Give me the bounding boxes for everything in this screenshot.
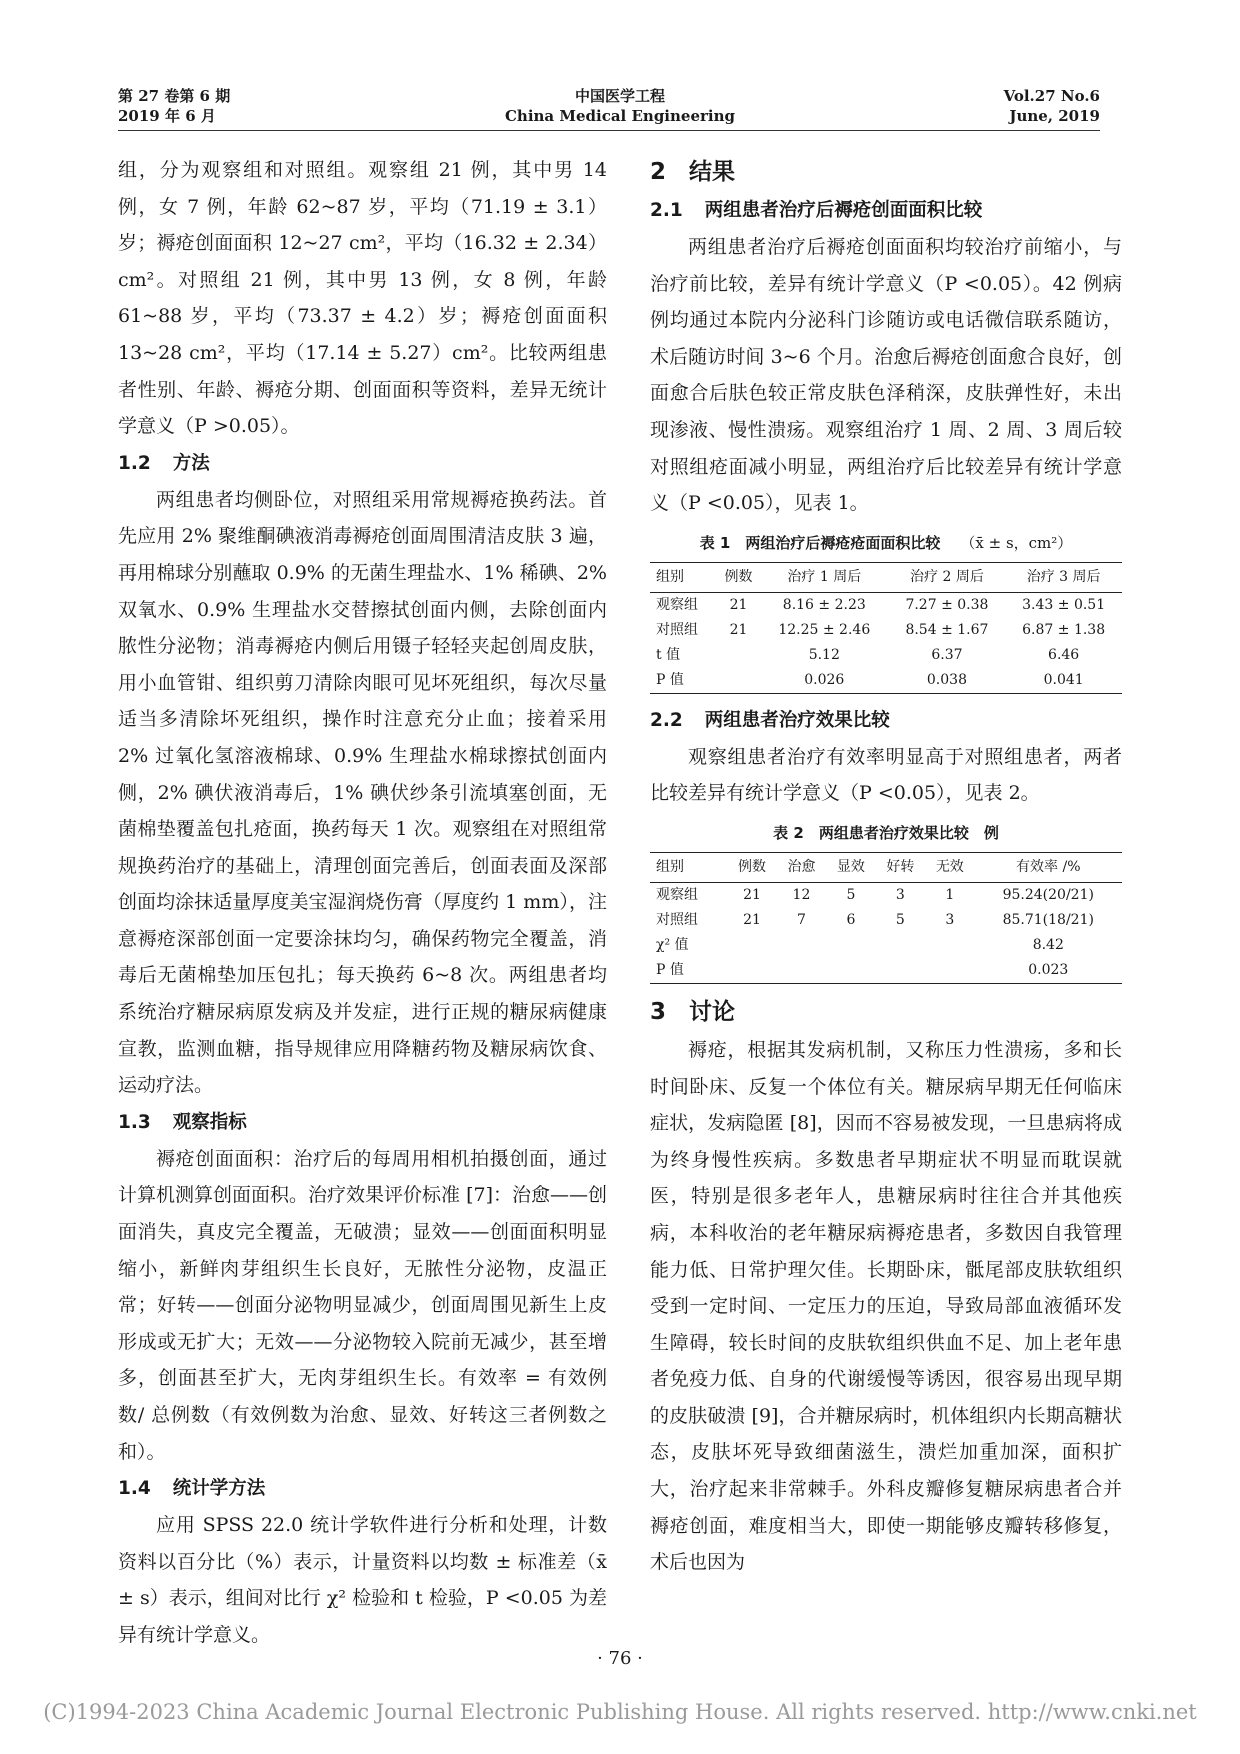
- section-number: 2.1: [650, 200, 683, 221]
- table-cell: 0.023: [975, 958, 1122, 984]
- issue-date-en: June, 2019: [1009, 107, 1100, 125]
- journal-name-cn: 中国医学工程: [574, 87, 665, 105]
- discussion-paragraph: 褥疮，根据其发病机制，又称压力性溃疡，多和长时间卧床、反复一个体位有关。糖尿病早期无任何临床症状，发病隐匿 [8]，因而不容易被发现，一旦患病将成为终身慢性疾病。多数患者早期症状不明显而耽误就医，特别是很多老年人，患糖尿病时往往合并其他疾病，本科收治的老年糖尿病褥疮患者，多数因自我管理能力低、日常护理欠佳。长期卧床，骶尾部皮肤软组织受到一定时间、一定压力的压迫，导致局部血液循环发生障碍，较长时间的皮肤软组织供血不足、加上老年患者免疫力低、自身的代谢缓慢等诱因，很容易出现早期的皮肤破溃 [9]，合并糖尿病时，机体组织内长期高糖状态，皮肤坏死导致细菌滋生，溃烂加重加深，面积扩大，治疗起来非常棘手。外科皮瓣修复糖尿病患者合并褥疮创面，难度相当大，即使一期能够皮瓣转移修复，术后也因为: [650, 1038, 1122, 1574]
- table-cell: 观察组: [656, 596, 698, 613]
- table-row: [650, 882, 1122, 908]
- table-cell: 12: [792, 886, 811, 903]
- copyright-footer: (C)1994-2023 China Academic Journal Electronic Publishing House. All rights reserved. http://www.cnki.net: [43, 1700, 1197, 1724]
- section-title: 讨论: [689, 998, 736, 1025]
- column-header: 组别: [650, 562, 717, 592]
- table-row: [650, 958, 1122, 984]
- table-cell: 3: [945, 911, 955, 928]
- section-number: 1.4: [118, 1478, 151, 1500]
- table-cell: 21: [743, 911, 761, 928]
- table-row: [650, 618, 1122, 643]
- indicators-paragraph: 褥疮创面面积：治疗后的每周用相机拍摄创面，通过计算机测算创面面积。治疗效果评价标准 [7]：治愈——创面消失，真皮完全覆盖，无破溃；显效——创面面积明显缩小，新鲜肉芽组织生长良好，无脓性分泌物，皮温正常；好转——创面分泌物明显减少，创面周围见新生上皮形成或无扩大；无效——分泌物较入院前无减少，甚至增多，创面甚至扩大，无肉芽组织生长。有效率 = 有效例数/ 总例数（有效例数为治愈、显效、好转这三者例数之和）。: [118, 1147, 607, 1463]
- table-cell: 0.038: [889, 668, 1006, 694]
- column-header: 治疗 2 周后: [889, 562, 1006, 592]
- table-cell: 6: [846, 911, 856, 928]
- table-cell: 对照组: [656, 911, 698, 928]
- table-cell: χ² 值: [656, 936, 689, 953]
- table-cell: [876, 958, 925, 984]
- table-cell: P 值: [650, 958, 727, 984]
- table-cell: 对照组: [656, 621, 698, 638]
- column-header: 例数: [727, 852, 776, 882]
- table-cell: 6.46: [1048, 646, 1080, 663]
- table-cell: 5: [895, 911, 905, 928]
- table-cell: t 值: [656, 646, 681, 663]
- section-number: 3: [650, 998, 667, 1025]
- table-cell: [826, 958, 875, 984]
- section-number: 2.2: [650, 709, 683, 731]
- table-cell: 1: [945, 886, 955, 903]
- table-cell: 0.026: [760, 668, 889, 694]
- table-cell: 8.54 ± 1.67: [905, 621, 989, 638]
- table-2-caption: [650, 818, 1122, 848]
- section-3-heading: [650, 992, 1122, 1032]
- results-efficacy-paragraph: 观察组患者治疗有效率明显高于对照组患者，两者比较差异有统计学意义（P <0.05），见表 2。: [650, 745, 1122, 805]
- table-cell: [777, 933, 826, 958]
- section-2-heading: [650, 152, 1122, 192]
- section-2-1-heading: [650, 192, 1122, 229]
- table-header-row: [650, 562, 1122, 592]
- table-cell: 5.12: [808, 646, 840, 663]
- column-header: 治愈: [777, 852, 826, 882]
- table-row: [650, 668, 1122, 694]
- table-cell: 8.42: [1032, 936, 1064, 953]
- right-column: [650, 152, 1122, 1581]
- intro-paragraph: 组，分为观察组和对照组。观察组 21 例，其中男 14 例，女 7 例，年龄 62~87 岁，平均（71.19 ± 3.1）岁；褥疮创面面积 12~27 cm²，平均（16.32 ± 2.34）cm²。对照组 21 例，其中男 13 例，女 8 例，年龄 61~88 岁，平均（73.37 ± 4.2）岁；褥疮创面面积 13~28 cm²，平均（17.14 ± 5.27）cm²。比较两组患者性别、年龄、褥疮分期、创面面积等资料，差异无统计学意义（P >0.05）。: [118, 159, 607, 438]
- table-cell: [876, 933, 925, 958]
- left-column: [118, 152, 607, 1654]
- table-cell: 5: [846, 886, 856, 903]
- table-1-title: 表 1 两组治疗后褥疮疮面面积比较: [699, 533, 941, 552]
- table-cell: 观察组: [656, 886, 698, 903]
- table-cell: 21: [729, 621, 748, 638]
- column-header: 有效率 /%: [975, 852, 1122, 882]
- section-title: 观察指标: [172, 1111, 247, 1133]
- section-title: 方法: [172, 452, 210, 474]
- table-cell: 7.27 ± 0.38: [905, 596, 989, 613]
- column-header: 好转: [876, 852, 925, 882]
- column-header: 例数: [717, 562, 760, 592]
- methods-paragraph: 两组患者均侧卧位，对照组采用常规褥疮换药法。首先应用 2% 聚维酮碘液消毒褥疮创面周围清洁皮肤 3 遍，再用棉球分别蘸取 0.9% 的无菌生理盐水、1% 稀碘、2% 双氧水、0.9% 生理盐水交替擦拭创面内侧，去除创面内脓性分泌物；消毒褥疮内侧后用镊子轻轻夹起创周皮肤，用小血管钳、组织剪刀清除肉眼可见坏死组织，每次尽量适当多清除坏死组织，操作时注意充分止血；接着采用 2% 过氧化氢溶液棉球、0.9% 生理盐水棉球擦拭创面内侧，2% 碘伏液消毒后，1% 碘伏纱条引流填塞创面，无菌棉垫覆盖包扎疮面，换药每天 1 次。观察组在对照组常规换药治疗的基础上，清理创面完善后，创面表面及深部创面均涂抹适量厚度美宝湿润烧伤膏（厚度约 1 mm），注意褥疮深部创面一定要涂抹均匀，确保药物完全覆盖，消毒后无菌棉垫加压包扎；每天换药 6~8 次。两组患者均系统治疗糖尿病原发病及并发症，进行正规的糖尿病健康宣教，监测血糖，指导规律应用降糖药物及糖尿病饮食、运动疗法。: [118, 488, 607, 1097]
- table-row: [650, 643, 1122, 668]
- table-cell: 95.24(20/21): [1002, 886, 1094, 903]
- table-1-unit: （x̄ ± s，cm²）: [960, 533, 1073, 552]
- page-number: · 76 ·: [597, 1648, 643, 1669]
- table-cell: 0.041: [1005, 668, 1122, 694]
- column-header: 治疗 3 周后: [1005, 562, 1122, 592]
- journal-name-en: China Medical Engineering: [504, 107, 735, 125]
- column-header: 无效: [925, 852, 974, 882]
- section-title: 两组患者治疗后褥疮创面面积比较: [704, 200, 983, 221]
- results-area-paragraph: 两组患者治疗后褥疮创面面积均较治疗前缩小，与治疗前比较，差异有统计学意义（P <0.05）。42 例病例均通过本院内分泌科门诊随访或电话微信联系随访，术后随访时间 3~6 个月。治愈后褥疮创面愈合良好，创面愈合后肤色较正常皮肤色泽稍深，皮肤弹性好，未出现渗液、慢性溃疡。观察组治疗 1 周、2 周、3 周后较对照组疮面减小明显，两组治疗后比较差异有统计学意义（P <0.05），见表 1。: [650, 236, 1122, 515]
- table-cell: [826, 933, 875, 958]
- table-row: [650, 592, 1122, 618]
- column-header: 组别: [650, 852, 727, 882]
- section-1-3-heading: [118, 1104, 607, 1141]
- section-2-2-heading: [650, 702, 1122, 739]
- section-1-2-heading: [118, 445, 607, 482]
- table-cell: 21: [743, 886, 761, 903]
- table-row: [650, 908, 1122, 933]
- table-2: [650, 852, 1122, 984]
- section-number: 1.2: [118, 452, 151, 474]
- running-header-left: [118, 86, 230, 126]
- table-cell: [717, 668, 760, 694]
- table-cell: 12.25 ± 2.46: [778, 621, 871, 638]
- table-cell: 6.87 ± 1.38: [1022, 621, 1106, 638]
- table-cell: 7: [797, 911, 806, 928]
- section-1-4-heading: [118, 1470, 607, 1507]
- table-2-title: 表 2 两组患者治疗效果比较 例: [773, 823, 999, 842]
- section-title: 统计学方法: [172, 1478, 266, 1500]
- table-cell: [777, 958, 826, 984]
- table-cell: 8.16 ± 2.23: [782, 596, 866, 613]
- column-header: 治疗 1 周后: [760, 562, 889, 592]
- statistics-paragraph: 应用 SPSS 22.0 统计学软件进行分析和处理，计数资料以百分比（%）表示，计量资料以均数 ± 标准差（x̄ ± s）表示，组间对比行 χ² 检验和 t 检验，P <0.05 为差异有统计学意义。: [118, 1514, 607, 1646]
- running-header-center: [470, 86, 770, 126]
- volume-number-en: Vol.27 No.6: [1003, 87, 1100, 105]
- table-cell: 85.71(18/21): [1002, 911, 1094, 928]
- table-cell: P 值: [650, 668, 717, 694]
- table-cell: [727, 958, 776, 984]
- table-cell: [727, 933, 776, 958]
- table-cell: [925, 958, 974, 984]
- header-rule: [118, 130, 1100, 131]
- table-cell: 3.43 ± 0.51: [1022, 596, 1106, 613]
- table-cell: 21: [729, 596, 748, 613]
- volume-issue: 第 27 卷第 6 期: [118, 87, 231, 105]
- table-1: [650, 562, 1122, 694]
- table-cell: [925, 933, 974, 958]
- section-title: 结果: [689, 159, 736, 185]
- issue-date-cn: 2019 年 6 月: [118, 107, 216, 125]
- table-1-caption: [650, 528, 1122, 558]
- column-header: 显效: [826, 852, 875, 882]
- table-header-row: [650, 852, 1122, 882]
- section-number: 2: [650, 159, 667, 185]
- table-cell: 3: [895, 886, 905, 903]
- table-row: [650, 933, 1122, 958]
- section-title: 两组患者治疗效果比较: [704, 709, 890, 731]
- table-cell: 6.37: [931, 646, 963, 663]
- running-header-right: [1004, 86, 1100, 126]
- table-cell: [717, 643, 760, 668]
- section-number: 1.3: [118, 1111, 151, 1133]
